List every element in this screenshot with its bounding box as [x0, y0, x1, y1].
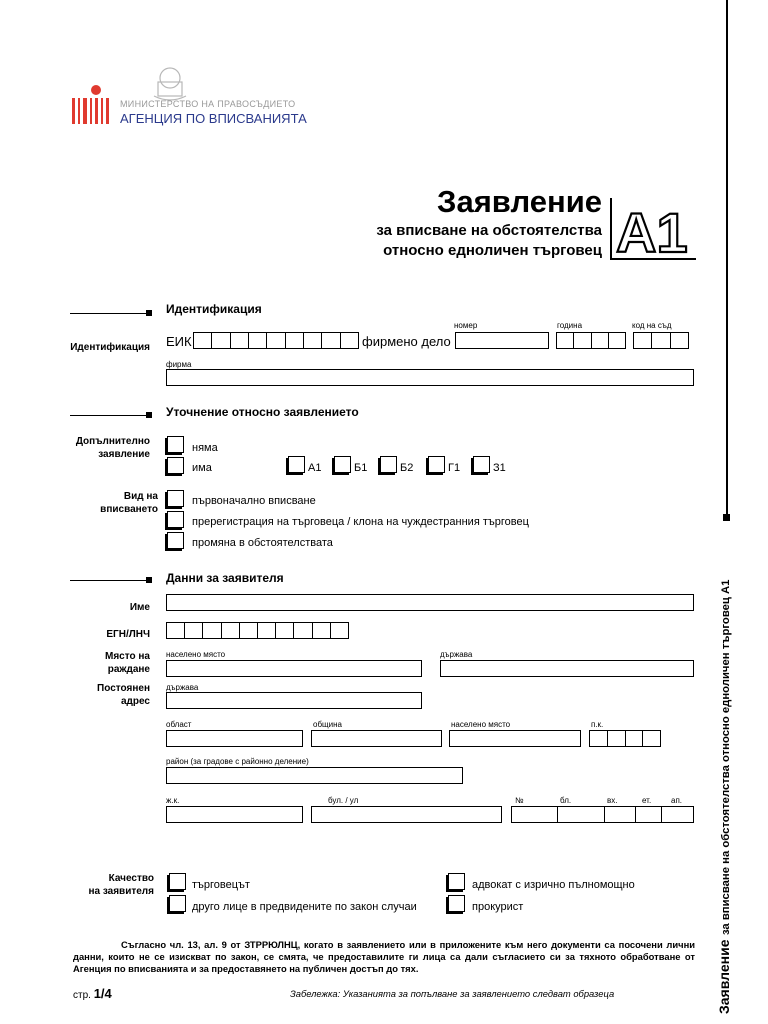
additional-label	[60, 435, 150, 461]
number-caption: номер	[454, 321, 478, 330]
form-code: А1	[616, 201, 688, 258]
section-line	[70, 580, 148, 581]
eik-label: ЕИК	[166, 334, 192, 349]
other-person-checkbox[interactable]	[169, 895, 186, 912]
additional-label-line1: Допълнително	[75, 436, 150, 447]
initial-entry-label: първоначално вписване	[192, 495, 316, 507]
quality-label-line2: на заявителя	[88, 886, 154, 897]
birthplace-label	[60, 650, 150, 676]
court-code-field[interactable]	[633, 332, 689, 349]
none-label: няма	[192, 442, 218, 454]
section-line	[70, 313, 148, 314]
case-number-field[interactable]	[455, 332, 549, 349]
address-label-line1: Постоянен	[97, 683, 150, 694]
birth-country-field[interactable]	[440, 660, 694, 677]
crest-icon	[154, 68, 186, 100]
municipality-caption: община	[313, 720, 342, 729]
case-year-field[interactable]	[556, 332, 626, 349]
form-code-graphic	[612, 198, 696, 258]
section-clarification-title: Уточнение относно заявлението	[166, 405, 359, 419]
additional-label-line2: заявление	[98, 449, 150, 460]
apartment-caption: ап.	[671, 796, 683, 805]
address-label-line2: адрес	[120, 696, 150, 707]
egn-field[interactable]	[166, 622, 349, 639]
birthplace-label-line1: Място на	[105, 651, 150, 662]
lawyer-checkbox[interactable]	[448, 873, 465, 890]
eik-field[interactable]	[193, 332, 359, 349]
postcode-field[interactable]	[589, 730, 661, 747]
quality-label	[60, 872, 154, 898]
entry-type-label-line1: Вид на	[123, 491, 158, 502]
postcode-caption: п.к.	[591, 720, 604, 729]
code-b1-label: Б1	[354, 462, 368, 474]
section-marker	[146, 310, 152, 316]
firm-caption: фирма	[166, 360, 192, 369]
code-a1-label: А1	[308, 462, 322, 474]
procurator-checkbox[interactable]	[448, 895, 465, 912]
section-line	[70, 415, 148, 416]
egn-label: ЕГН/ЛНЧ	[106, 629, 150, 640]
page-number	[73, 986, 112, 1001]
identification-row-label: Идентификация	[70, 342, 150, 353]
district-field[interactable]	[166, 767, 463, 784]
address-country-field[interactable]	[166, 692, 422, 709]
code-z1-label: З1	[493, 462, 506, 474]
trader-label: търговецът	[192, 879, 250, 891]
entry-type-label	[60, 490, 158, 516]
form-title: Заявление	[437, 184, 602, 219]
code-z1-checkbox[interactable]	[473, 456, 490, 473]
birthplace-label-line2: раждане	[107, 664, 150, 675]
court-code-caption: код на съд	[632, 321, 672, 330]
entry-type-label-line2: вписването	[100, 504, 158, 515]
side-rule-marker	[723, 514, 730, 521]
side-caption	[716, 580, 734, 1014]
lawyer-label: адвокат с изрично пълномощно	[472, 879, 635, 891]
complex-caption: ж.к.	[166, 796, 180, 805]
year-caption: година	[557, 321, 583, 330]
none-checkbox[interactable]	[167, 436, 184, 453]
address-settlement-caption: населено място	[451, 720, 511, 729]
code-g1-label: Г1	[448, 462, 461, 474]
code-a1-checkbox[interactable]	[288, 456, 305, 473]
block-caption: бл.	[560, 796, 572, 805]
procurator-label: прокурист	[472, 901, 524, 913]
section-marker	[146, 577, 152, 583]
address-country-caption: държава	[166, 683, 199, 692]
street-details-field[interactable]	[511, 806, 694, 823]
section-applicant-title: Данни за заявителя	[166, 571, 284, 585]
page-label: стр.	[73, 990, 91, 1001]
street-field[interactable]	[311, 806, 502, 823]
barcode-mark-icon	[72, 85, 109, 124]
district-caption: район (за градове с районно деление)	[166, 757, 309, 766]
code-g1-checkbox[interactable]	[428, 456, 445, 473]
floor-caption: ет.	[642, 796, 652, 805]
form-subtitle-1: за вписване на обстоятелства	[376, 222, 602, 239]
name-field[interactable]	[166, 594, 694, 611]
has-checkbox[interactable]	[167, 457, 184, 474]
code-b2-label: Б2	[400, 462, 414, 474]
code-b1-checkbox[interactable]	[334, 456, 351, 473]
birth-settlement-caption: населено място	[166, 650, 226, 659]
change-checkbox[interactable]	[167, 532, 184, 549]
address-settlement-field[interactable]	[449, 730, 581, 747]
ministry-name: МИНИСТЕРСТВО НА ПРАВОСЪДИЕТО	[120, 99, 296, 109]
other-person-label: друго лице в предвидените по закон случаи	[192, 901, 417, 913]
consent-text: Съгласно чл. 13, ал. 9 от ЗТРРЮЛНЦ, когато в заявлението или в приложените към него документи са посочени лични данни, които не се изискват по закон, се смята, че предоставилите ги лица са дали съгласието си за тяхното обработване от Агенция по вписванията и за предоставянето на публичен достъп до тях.	[73, 939, 695, 974]
initial-entry-checkbox[interactable]	[167, 490, 184, 507]
address-label	[60, 682, 150, 708]
firm-field[interactable]	[166, 369, 694, 386]
quality-label-line1: Качество	[108, 873, 154, 884]
birth-settlement-field[interactable]	[166, 660, 422, 677]
side-title: Заявление	[716, 939, 732, 1014]
complex-field[interactable]	[166, 806, 303, 823]
street-number-caption: №	[515, 796, 524, 805]
reregistration-label: пререгистрация на търговеца / клона на чуждестранния търговец	[192, 516, 529, 528]
form-code-box	[610, 198, 696, 260]
birth-country-caption: държава	[440, 650, 473, 659]
region-caption: област	[166, 720, 192, 729]
section-identification-title: Идентификация	[166, 302, 262, 316]
change-label: промяна в обстоятелствата	[192, 537, 333, 549]
page-num: 1/4	[93, 986, 112, 1001]
form-subtitle-2: относно едноличен търговец	[383, 242, 602, 259]
code-b2-checkbox[interactable]	[380, 456, 397, 473]
municipality-field[interactable]	[311, 730, 442, 747]
street-caption: бул. / ул	[328, 796, 359, 805]
trader-checkbox[interactable]	[169, 873, 186, 890]
reregistration-checkbox[interactable]	[167, 511, 184, 528]
region-field[interactable]	[166, 730, 303, 747]
has-label: има	[192, 462, 212, 474]
firm-case-label: фирмено дело	[362, 334, 451, 349]
section-marker	[146, 412, 152, 418]
side-text: за вписване на обстоятелства относно едноличен търговец А1	[720, 579, 732, 936]
entrance-caption: вх.	[607, 796, 618, 805]
footer-note: Забележка: Указанията за попълване за заявлението следват образеца	[290, 988, 615, 999]
agency-name: АГЕНЦИЯ ПО ВПИСВАНИЯТА	[120, 111, 307, 126]
name-label: Име	[129, 602, 150, 613]
side-rule	[726, 0, 728, 518]
